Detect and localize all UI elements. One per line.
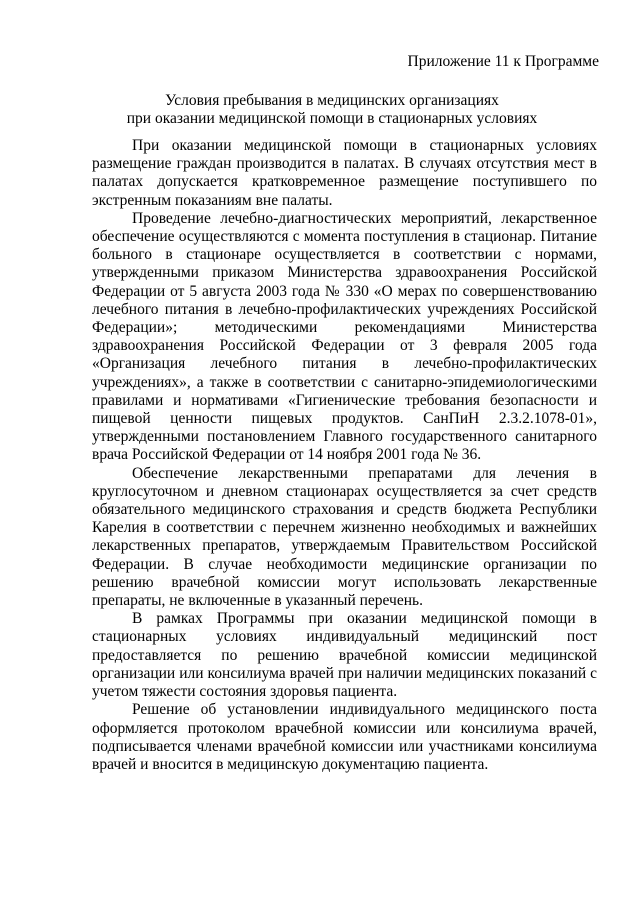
paragraph-individual-post: В рамках Программы при оказании медицинской помощи в стационарных условиях индивидуальный медицинский пост предоставляется по решению врачебной комиссии медицинской организации или консилиума врачей при наличии медицинских показаний с учетом тяжести состояния здоровья пациента. — [92, 610, 597, 701]
appendix-label: Приложение 11 к Программе — [407, 53, 599, 70]
title-line-1: Условия пребывания в медицинских организациях — [165, 92, 499, 109]
paragraph-placement: При оказании медицинской помощи в стационарных условиях размещение граждан производится в палатах. В случаях отсутствия мест в палатах допускается кратковременное размещение поступившего по экстренным показаниям вне палаты. — [92, 137, 597, 209]
document-title — [92, 92, 572, 128]
document-body — [92, 137, 597, 774]
paragraph-medication-supply: Обеспечение лекарственными препаратами для лечения в круглосуточном и дневном стационарах осуществляется за счет средств обязательного медицинского страхования и средств бюджета Республики Карелия в соответствии с перечнем жизненно необходимых и важнейших лекарственных препаратов, утверждаемым Правительством Российской Федерации. В случае необходимости медицинские организации по решению врачебной комиссии могут использовать лекарственные препараты, не включенные в указанный перечень. — [92, 464, 597, 610]
paragraph-post-decision: Решение об установлении индивидуального медицинского поста оформляется протоколом врачебной комиссии или консилиума врачей, подписывается членами врачебной комиссии или участниками консилиума врачей и вносится в медицинскую документацию пациента. — [92, 701, 597, 773]
paragraph-diagnostics-nutrition: Проведение лечебно-диагностических мероприятий, лекарственное обеспечение осуществляются с момента поступления в стационар. Питание больного в стационаре осуществляется в соответствии с нормами, утвержденными приказом Министерства здравоохранения Российской Федерации от 5 августа 2003 года № 330 «О мерах по совершенствованию лечебного питания в лечебно-профилактических учреждениях Российской Федерации»; методическими рекомендациями Министерства здравоохранения Российской Федерации от 3 февраля 2005 года «Организация лечебного питания в лечебно-профилактических учреждениях», а также в соответствии с санитарно-эпидемиологическими правилами и нормативами «Гигиенические требования безопасности и пищевой ценности пищевых продуктов. СанПиН 2.3.2.1078-01», утвержденными постановлением Главного государственного санитарного врача Российской Федерации от 14 ноября 2001 года № 36. — [92, 209, 597, 464]
title-line-2: при оказании медицинской помощи в стационарных условиях — [126, 110, 538, 127]
